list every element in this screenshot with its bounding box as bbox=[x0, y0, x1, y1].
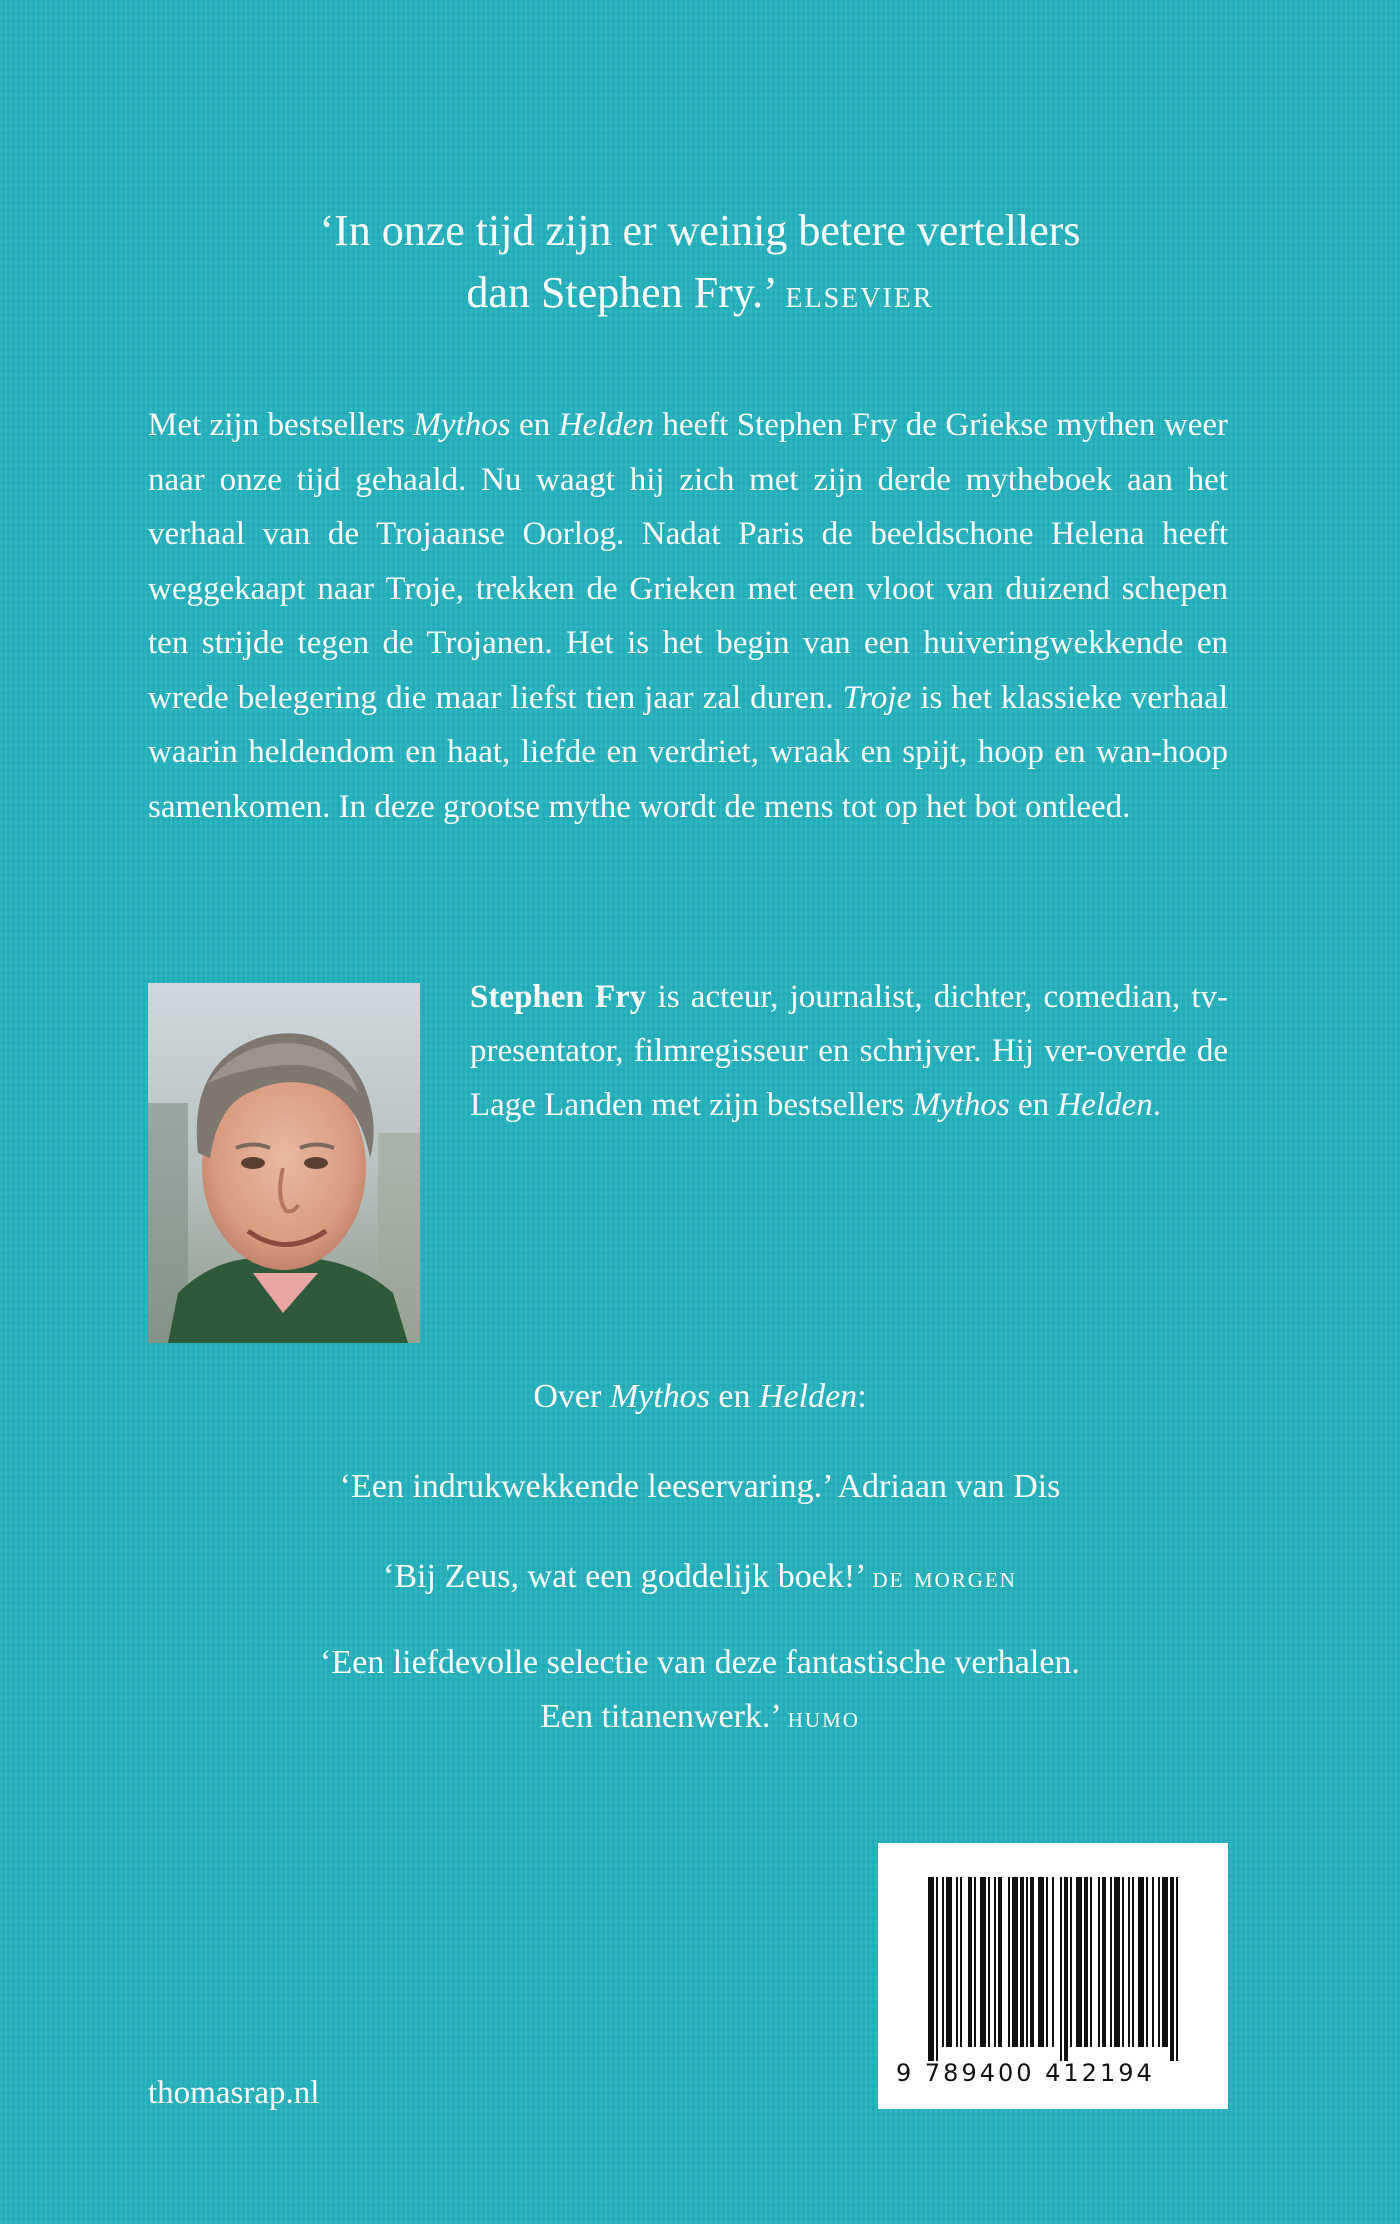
barcode-bar bbox=[1064, 1877, 1068, 2061]
barcode-bar bbox=[928, 1877, 934, 2061]
barcode-bar bbox=[988, 1877, 990, 2047]
bio-title-mythos: Mythos bbox=[912, 1087, 1010, 1123]
praise-quote-3-line-1: ‘Een liefdevolle selectie van deze fantastische verhalen. bbox=[320, 1644, 1080, 1681]
praise-heading-mythos: Mythos bbox=[609, 1378, 710, 1415]
publisher-website[interactable]: thomasrap.nl bbox=[148, 2075, 320, 2111]
barcode-bar bbox=[1038, 1877, 1044, 2047]
praise-heading bbox=[150, 1370, 1250, 1424]
praise-quote-3 bbox=[150, 1636, 1250, 1745]
barcode-bar bbox=[1026, 1877, 1028, 2047]
barcode-bar bbox=[1090, 1877, 1092, 2047]
barcode-bar bbox=[1012, 1877, 1018, 2047]
barcode-bar bbox=[1158, 1877, 1160, 2047]
top-quote-text-2: dan Stephen Fry.’ bbox=[466, 268, 775, 317]
bio-title-helden: Helden bbox=[1057, 1087, 1153, 1123]
barcode-bar bbox=[1128, 1877, 1130, 2047]
praise-quote-2-text: ‘Bij Zeus, wat een goddelijk boek!’ bbox=[383, 1558, 864, 1595]
barcode-bar bbox=[1122, 1877, 1124, 2047]
top-quote-line-2 bbox=[150, 262, 1250, 325]
top-review-quote bbox=[150, 200, 1250, 325]
barcode-bar bbox=[1060, 1877, 1062, 2061]
book-blurb bbox=[148, 398, 1228, 834]
barcode-bar bbox=[956, 1877, 958, 2047]
top-quote-line-1: ‘In onze tijd zijn er weinig betere vertellers bbox=[319, 206, 1081, 255]
blurb-title-mythos: Mythos bbox=[413, 407, 511, 443]
barcode-bar bbox=[1152, 1877, 1154, 2047]
praise-heading-post: : bbox=[857, 1378, 867, 1415]
barcode-digits: 9 789400 412194 bbox=[896, 2059, 1155, 2087]
bio-text-1: is acteur, journalist, dichter, comedian, tv-presentator, filmregisseur en schrijver. Hij ver-overde de Lage Landen met zijn bestsellers bbox=[470, 979, 1228, 1123]
barcode-bar bbox=[936, 1877, 938, 2061]
blurb-text-1: Met zijn bestsellers bbox=[148, 407, 414, 443]
barcode-bar bbox=[1052, 1877, 1054, 2047]
bio-author-name: Stephen Fry bbox=[470, 979, 647, 1015]
barcode-bar bbox=[1114, 1877, 1120, 2047]
bio-text-3: . bbox=[1152, 1087, 1161, 1123]
barcode-bar bbox=[1132, 1877, 1134, 2047]
blurb-title-troje: Troje bbox=[842, 679, 912, 716]
author-bio bbox=[470, 970, 1228, 1132]
barcode-bar bbox=[994, 1877, 996, 2047]
blurb-text-2: en bbox=[510, 407, 559, 443]
barcode-bar bbox=[1162, 1877, 1168, 2047]
praise-heading-pre: Over bbox=[533, 1378, 610, 1415]
author-photo bbox=[148, 983, 420, 1343]
barcode-bar bbox=[974, 1877, 976, 2047]
barcode-bar bbox=[1030, 1877, 1034, 2047]
bio-text-2: en bbox=[1009, 1087, 1058, 1123]
barcode-bar bbox=[1176, 1877, 1178, 2061]
praise-quote-3-line-2 bbox=[150, 1690, 1250, 1745]
blurb-title-helden: Helden bbox=[558, 407, 654, 443]
barcode-bar bbox=[1110, 1877, 1112, 2047]
praise-quote-3-text: Een titanenwerk.’ bbox=[540, 1698, 780, 1735]
praise-heading-mid: en bbox=[709, 1378, 759, 1415]
barcode-bar bbox=[1076, 1877, 1082, 2047]
top-quote-source: elsevier bbox=[785, 271, 934, 316]
barcode-bar bbox=[1020, 1877, 1024, 2047]
barcode-bar bbox=[942, 1877, 944, 2047]
praise-quote-3-source: humo bbox=[787, 1701, 860, 1734]
barcode-bar bbox=[1098, 1877, 1100, 2047]
praise-quote-2-source: de morgen bbox=[872, 1561, 1017, 1594]
praise-quote-1: ‘Een indrukwekkende leeservaring.’ Adriaan van Dis bbox=[339, 1468, 1061, 1505]
barcode-bar bbox=[998, 1877, 1002, 2047]
barcode-bar bbox=[1170, 1877, 1174, 2061]
praise-heading-helden: Helden bbox=[759, 1378, 858, 1415]
barcode-bar bbox=[946, 1877, 952, 2047]
barcode-bar bbox=[1046, 1877, 1048, 2047]
barcode-bar bbox=[960, 1877, 962, 2047]
praise-quote-2 bbox=[150, 1550, 1250, 1605]
blurb-text-3: heeft Stephen Fry de Griekse mythen weer naar onze tijd gehaald. Nu waagt hij zich met zijn derde mytheboek aan het verhaal van de Trojaanse Oorlog. Nadat Paris de beeldschone Helena heeft weggekaapt naar Troje, trekken de Grieken met een vloot van duizend schepen ten strijde tegen de Trojanen. Het is het begin van een huiveringwekkende en wrede belegering die maar liefst tien jaar zal duren. bbox=[148, 407, 1228, 716]
barcode-bar bbox=[1084, 1877, 1088, 2047]
barcode-bar bbox=[1008, 1877, 1010, 2047]
barcode bbox=[878, 1843, 1228, 2109]
barcode-bar bbox=[968, 1877, 972, 2047]
barcode-bar bbox=[1146, 1877, 1148, 2047]
barcode-bar bbox=[980, 1877, 986, 2047]
blurb-text-4: is het klassieke verhaal waarin heldendom en haat, liefde en verdriet, wraak en spijt, hoop en wan-hoop samenkomen. In deze grootse mythe wordt de mens tot op het bot ontleed. bbox=[148, 679, 1228, 825]
barcode-bar bbox=[1138, 1877, 1144, 2047]
author-portrait-image bbox=[148, 983, 420, 1343]
barcode-bar bbox=[1070, 1877, 1072, 2047]
barcode-bar bbox=[1102, 1877, 1106, 2047]
